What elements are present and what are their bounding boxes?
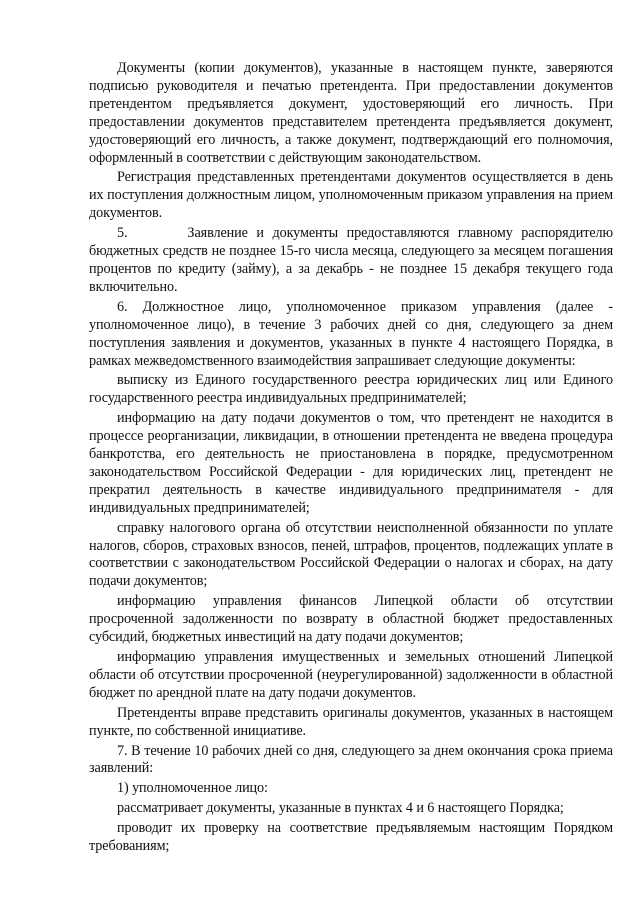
paragraph-verify-requirements: проводит их проверку на соответствие предъявляемым настоящим Порядком требованиям; (89, 820, 613, 855)
paragraph-finance-info: информацию управления финансов Липецкой области об отсутствии просроченной задолженности по возврату в областной бюджет предоставленных субсидий, бюджетных инвестиций на дату подачи документов; (89, 593, 613, 646)
paragraph-tax-certificate: справку налогового органа об отсутствии неисполненной обязанности по уплате налогов, сборов, страховых взносов, пеней, штрафов, процентов, подлежащих уплате в соответствии с законодательством Российской Федерации о налогах и сборах, на дату подачи документов; (89, 519, 613, 590)
paragraph-item-7: 7. В течение 10 рабочих дней со дня, следующего за днем окончания срока приема заявлений: (89, 742, 613, 777)
paragraph-property-info: информацию управления имущественных и земельных отношений Липецкой области об отсутствии просроченной (неурегулированной) задолженности в областной бюджет по арендной плате на дату подачи документов. (89, 649, 613, 701)
paragraph-item-6: 6. Должностное лицо, уполномоченное приказом управления (далее - уполномоченное лицо), в течение 3 рабочих дней со дня, следующего за днем поступления заявления и документов, указанных в пункте 4 настоящего Порядка, в рамках межведомственного взаимодействия запрашивает следующие документы: (89, 298, 613, 369)
paragraph-registration: Регистрация представленных претендентами документов осуществляется в день их поступления должностным лицом, уполномоченным приказом управления на прием документов. (89, 169, 613, 222)
paragraph-reorganization-info: информацию на дату подачи документов о том, что претендент не находится в процессе реорганизации, ликвидации, в отношении претендента не введена процедура банкротства, его деятельность не приостановлена в порядке, предусмотренном законодательством Российской Федерации - для юридических лиц, претендент не прекратил деятельность в качестве индивидуального предпринимателя - для индивидуальных предпринимателей; (89, 410, 613, 516)
paragraph-originals: Претенденты вправе представить оригиналы документов, указанных в настоящем пункте, по собственной инициативе. (89, 704, 613, 739)
paragraph-review-documents: рассматривает документы, указанные в пунктах 4 и 6 настоящего Порядка; (117, 800, 564, 817)
paragraph-authorized-person: 1) уполномоченное лицо: (117, 780, 268, 797)
paragraph-document-certification: Документы (копии документов), указанные в настоящем пункте, заверяются подписью руководителя и печатью претендента. При предоставлении документов претендентом предъявляется документ, удостоверяющий его личность. При предоставлении документов представителем претендента предъявляется документ, удостоверяющий его личность, а также документ, подтверждающий его полномочия, оформленный в соответствии с действующим законодательством. (89, 60, 613, 166)
paragraph-item-5: 5. Заявление и документы предоставляются главному распорядителю бюджетных средств не позднее 15-го числа месяца, следующего за месяцем погашения процентов по кредиту (займу), а за декабрь - не позднее 15 декабря текущего года включительно. (89, 225, 613, 295)
paragraph-registry-extract: выписку из Единого государственного реестра юридических лиц или Единого государственного реестра индивидуальных предпринимателей; (89, 372, 613, 407)
